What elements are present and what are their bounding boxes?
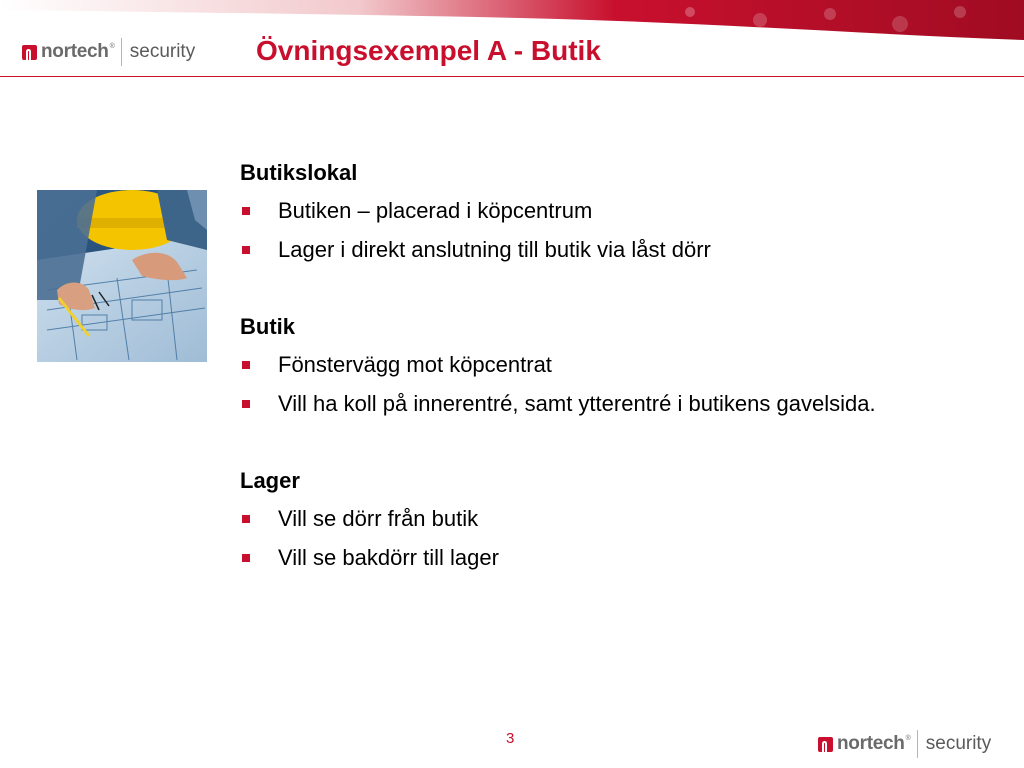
- slide-title: Övningsexempel A - Butik: [256, 35, 601, 66]
- logo-divider: [917, 730, 918, 758]
- blueprint-photo-image: [37, 190, 207, 362]
- bullet-item: [240, 387, 1000, 421]
- registered-mark: ®: [109, 42, 115, 50]
- section-heading: Butik: [240, 314, 295, 339]
- bullet-icon: [242, 554, 250, 562]
- footer-logo: [818, 730, 991, 758]
- bullet-text: Fönstervägg mot köpcentrat: [278, 352, 552, 377]
- bullet-text: Lager i direkt anslutning till butik via låst dörr: [278, 237, 711, 262]
- bullet-text: Vill se dörr från butik: [278, 506, 479, 531]
- bullet-item: [240, 348, 1000, 382]
- logo-division-text: security: [129, 41, 196, 62]
- bullet-icon: [242, 515, 250, 523]
- bullet-text: Butiken – placerad i köpcentrum: [278, 198, 593, 223]
- bullet-icon: [242, 361, 250, 369]
- section-butik: [240, 310, 1000, 421]
- logo-brand-text: nortech: [837, 733, 905, 754]
- bullet-item: [240, 194, 1000, 228]
- header-divider-line: [0, 76, 1024, 77]
- bullet-item: [240, 233, 1000, 267]
- bullet-item: [240, 541, 1000, 575]
- logo-brand-text: nortech: [41, 41, 109, 62]
- nortech-logo-icon: [818, 737, 833, 752]
- registered-mark: ®: [905, 734, 911, 742]
- bullet-list: [240, 194, 1000, 267]
- slide-content: [240, 156, 1000, 580]
- header-logo: [22, 38, 195, 66]
- bullet-icon: [242, 246, 250, 254]
- bullet-list: [240, 502, 1000, 575]
- section-spacer: [240, 426, 1000, 464]
- section-butikslokal: [240, 156, 1000, 267]
- section-heading: Lager: [240, 468, 300, 493]
- blueprint-photo: [37, 190, 207, 362]
- bullet-text: Vill se bakdörr till lager: [278, 545, 499, 570]
- section-heading: Butikslokal: [240, 160, 358, 185]
- bullet-icon: [242, 207, 250, 215]
- logo-divider: [121, 38, 122, 66]
- section-lager: [240, 464, 1000, 575]
- bullet-text: Vill ha koll på innerentré, samt ytterentré i butikens gavelsida.: [278, 391, 876, 416]
- slide-header: [0, 0, 1024, 78]
- bullet-list: [240, 348, 1000, 421]
- section-spacer: [240, 272, 1000, 310]
- nortech-logo-icon: [22, 45, 37, 60]
- page-number: 3: [506, 730, 515, 747]
- bullet-item: [240, 502, 1000, 536]
- bullet-icon: [242, 400, 250, 408]
- logo-division-text: security: [925, 733, 992, 754]
